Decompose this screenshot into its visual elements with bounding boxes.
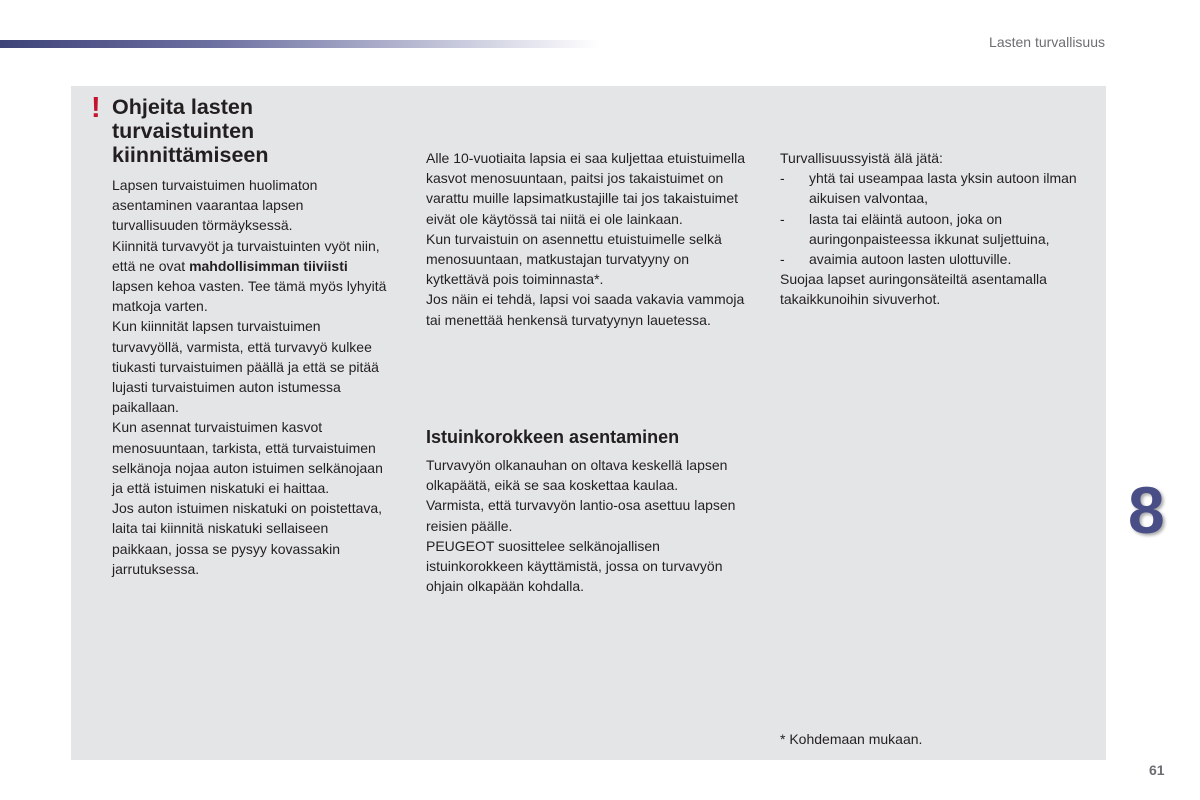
footnote: * Kohdemaan mukaan. [780,731,923,747]
col1-paragraph-5: Jos auton istuimen niskatuki on poistettava, laita tai kiinnitä niskatuki sellaiseen paikkaan, jossa se pysyy kovassakin jarrutuksessa. [112,500,383,577]
list-item-text: yhtä tai useampaa lasta yksin autoon ilman aikuisen valvontaa, [809,170,1077,207]
col1-p2-text-a: Kiinnitä turvavyöt ja turvaistuinten vyöt niin, että ne ovat [112,237,380,274]
list-item-text: lasta tai eläintä autoon, joka on auringonpaisteessa ikkunat suljettuina, [809,210,1050,247]
list-item [780,249,1090,269]
header-gradient-bar [0,40,600,48]
col2-paragraph-1: Alle 10-vuotiaita lapsia ei saa kuljettaa etuistuimella kasvot menosuuntaan, paitsi jos takaistuimet on varattu muille lapsimatkustajille tai jos takaistuimet eivät ole käytössä tai niitä ei ole lainkaan. [426,150,746,227]
col1-paragraph-2 [112,236,387,317]
chapter-number-tab: 8 [1128,473,1165,547]
column-2 [426,148,746,330]
col2-paragraph-2: Kun turvaistuin on asennettu etuistuimelle selkä menosuuntaan, matkustajan turvatyyny on kytkettävä pois toiminnasta*. [426,230,722,288]
warning-exclamation-icon: ! [91,92,101,124]
list-item-text: avaimia autoon lasten ulottuville. [809,251,1012,268]
booster-paragraph-2: Varmista, että turvavyön lantio-osa asettuu lapsen reisien päälle. [426,497,736,534]
dash-bullet: - [780,210,785,227]
col1-p2-bold: mahdollisimman tiiviisti [189,257,348,274]
dash-bullet: - [780,170,785,187]
panel-title: Ohjeita lasten turvaistuinten kiinnittämiseen [112,95,269,167]
booster-paragraph-3: PEUGEOT suosittelee selkänojallisen istuinkorokkeen käyttämistä, jossa on turvavyön ohjain olkapään kohdalla. [426,537,723,595]
booster-paragraph-1: Turvavyön olkanauhan on oltava keskellä lapsen olkapäätä, eikä se saa koskettaa kaulaa. [426,457,728,494]
chapter-title: Lasten turvallisuus [989,34,1105,50]
list-item [780,168,1090,208]
col2-paragraph-3: Jos näin ei tehdä, lapsi voi saada vakavia vammoja tai menettää henkensä turvatyynyn lauetessa. [426,291,745,328]
list-item [780,209,1090,249]
col1-paragraph-3: Kun kiinnität lapsen turvaistuimen turvavyöllä, varmista, että turvavyö kulkee tiukasti turvaistuimen päällä ja että se pitää lujasti turvaistuimen auton istumessa paikallaan. [112,318,379,416]
booster-section [426,455,746,596]
col3-outro: Suojaa lapset auringonsäteiltä asentamalla takaikkunoihin sivuverhot. [780,271,1047,308]
booster-section-title: Istuinkorokkeen asentaminen [426,427,680,447]
column-3 [780,148,1090,310]
col1-p2-text-b: lapsen kehoa vasten. Tee tämä myös lyhyitä matkoja varten. [112,278,387,315]
dash-bullet: - [780,251,785,268]
col3-intro: Turvallisuussyistä älä jätä: [780,150,943,166]
col1-paragraph-1: Lapsen turvaistuimen huolimaton asentaminen vaarantaa lapsen turvallisuuden törmäyksessä. [112,177,318,234]
page-number: 61 [1149,762,1165,778]
col1-paragraph-4: Kun asennat turvaistuimen kasvot menosuuntaan, tarkista, että turvaistuimen selkänoja nojaa auton istuimen selkänojaan ja että istuimen niskatuki ei haittaa. [112,419,383,497]
column-1 [112,175,387,579]
